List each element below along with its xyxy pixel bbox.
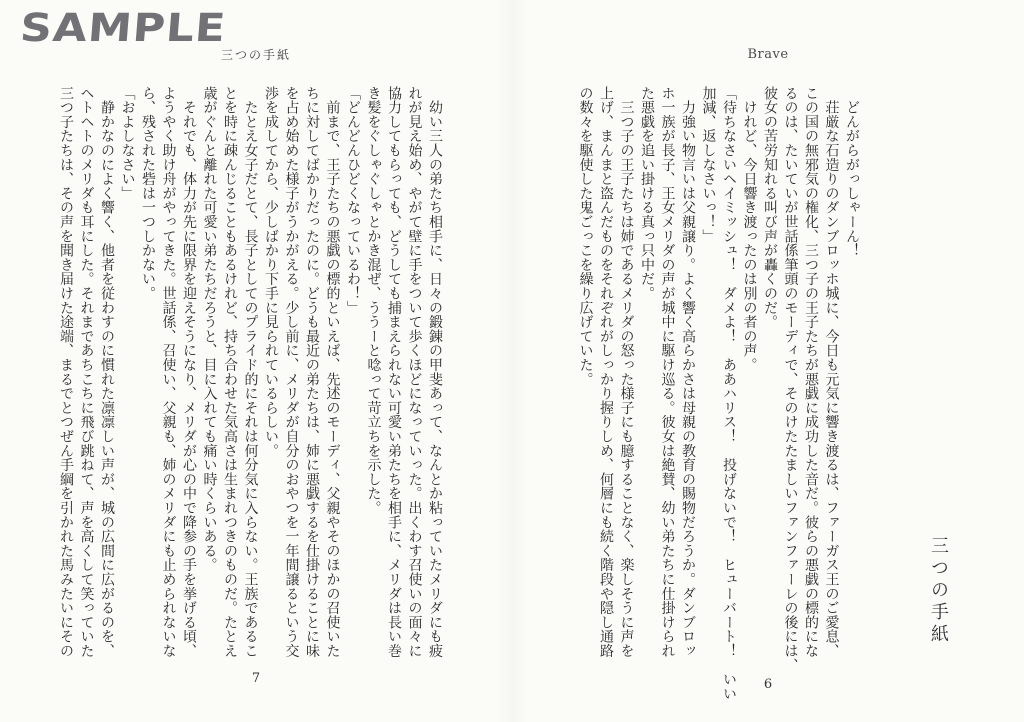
text-line: ちに対してばかりだったのに。どうも最近の弟たちは、姉に悪戯するを仕掛けることに味 bbox=[304, 86, 320, 658]
sample-watermark: SAMPLE bbox=[18, 6, 228, 51]
text-line: 「およしなさい」 bbox=[119, 86, 136, 201]
text-line: 渉を成してから、少しばかり下手に見られているらしい。 bbox=[263, 86, 279, 458]
running-head-chapter: 三つの手紙 bbox=[220, 48, 291, 62]
text-line: 力強い物言いは父親譲り。よく響く高らかさは母親の教育の賜物だろうか。ダンブロッ bbox=[680, 86, 696, 658]
text-line: それでも、体力が先に限界を迎えそうになり、メリダが心の中で降参の手を挙げる頃、 bbox=[181, 86, 197, 658]
text-line: 「どんどんひどくなっているわ！」 bbox=[345, 86, 361, 315]
text-line: 三つ子たちは、その声を聞き届けた途端、まるでとつぜん手綱を引かれた馬みたいにその bbox=[58, 86, 74, 658]
text-line: るのは、たいていが世話係筆頭のモーディで、そのけたたましいファンファーレの後には、 bbox=[782, 86, 799, 673]
chapter-title-vertical: 三つの手紙 bbox=[928, 536, 949, 646]
text-line: とを時に疎んじることもあるけれど、持ち合わせた気高さは生まれつきのものだ。たとえ bbox=[222, 86, 238, 658]
text-line: 静かなのによく響く、他者を従わすのに慣れた凛凛しい声が、城の広間に広がるのを、 bbox=[99, 86, 115, 658]
text-line: 加減、返しなさいっ！」 bbox=[700, 86, 717, 244]
text-line: 「待ちなさいヘイミッシュ！ ダメよ！ ああハリス！ 投げないで！ ヒューバート！ いい bbox=[721, 86, 737, 701]
text-line: 幼い三人の弟たち相手に、日々の鍛錬の甲斐あって、なんとか粘っていたメリダにも疲 bbox=[427, 86, 443, 658]
page-number-right: 6 bbox=[763, 677, 773, 692]
text-line: 協力してもらっても、どうしても捕まえられない可愛い弟たちを相手に、メリダは長い巻 bbox=[386, 86, 402, 658]
text-line: 上げ、まんまと盗んだものをそれぞれがしっかり握りしめ、何層にも続く階段や隠し通路 bbox=[598, 86, 614, 658]
text-line: 歳がぐんと離れた可愛い弟たちだろうと、目に入れても痛い時くらいある。 bbox=[201, 86, 218, 573]
text-line: 荘厳な石造りのダンブロッホ城に、今日も元気に響き渡るは、ファーガス王のご愛息、 bbox=[823, 86, 840, 658]
text-line: ら、残された砦は一つしかない。 bbox=[140, 86, 156, 301]
text-line: 彼女の苦労知れる叫び声が轟くのだ。 bbox=[762, 86, 778, 330]
body-text-left bbox=[56, 86, 446, 676]
body-text-right bbox=[575, 86, 862, 701]
text-line: た悪戯を追い掛ける真っ只中だ。 bbox=[639, 86, 655, 301]
text-line: の数々を駆使した鬼ごっこを繰り広げていた。 bbox=[577, 86, 594, 387]
text-line: 前まで、王子たちの悪戯の標的といえば、先述のモーディ、父親やそのほかの召使いた bbox=[324, 86, 341, 658]
page-number-left: 7 bbox=[251, 671, 261, 686]
text-line: き髪をぐしゃぐしゃとかき混ぜ、ううーと唸って苛立ちを示した。 bbox=[365, 86, 382, 515]
text-line: ようやく助け舟がやってきた。世話係、召使い、父親も、姉のメリダにも止められないな bbox=[160, 86, 177, 658]
text-line: けれど、今日響き渡ったのは別の者の声。 bbox=[741, 86, 758, 372]
text-line: れが見え始め、やがて壁に手をついて歩くほどになっていった。出くわす召使いの面々に bbox=[406, 86, 423, 658]
text-line: ホ一族が長子、王女メリダの声が城中に駆け巡る。彼女は絶賛、幼い弟たちに仕掛けられ bbox=[659, 86, 676, 658]
text-line: ヘトヘトのメリダも耳にした。それまであちこちに飛び跳ねて、声を高くして笑っていた bbox=[78, 86, 95, 658]
text-line: たとえ女子だとて、長子としてのプライド的にそれは何分気に入らない。王族であるこ bbox=[242, 86, 259, 658]
text-line: を占め始めた様子がうかがえる。少し前に、メリダが自分のおやつを一年間譲るという交 bbox=[283, 86, 300, 658]
running-head-book-title: Brave bbox=[747, 47, 789, 62]
text-line: この国の無邪気の権化、三つ子の王子たちが悪戯に成功した音だ。彼らの悪戯の標的にな bbox=[803, 86, 819, 658]
text-line: どんがらがっしゃーん！ bbox=[844, 86, 860, 258]
text-line: 三つ子の王子たちは姉であるメリダの怒った様子にも臆することなく、楽しそうに声を bbox=[618, 86, 635, 658]
